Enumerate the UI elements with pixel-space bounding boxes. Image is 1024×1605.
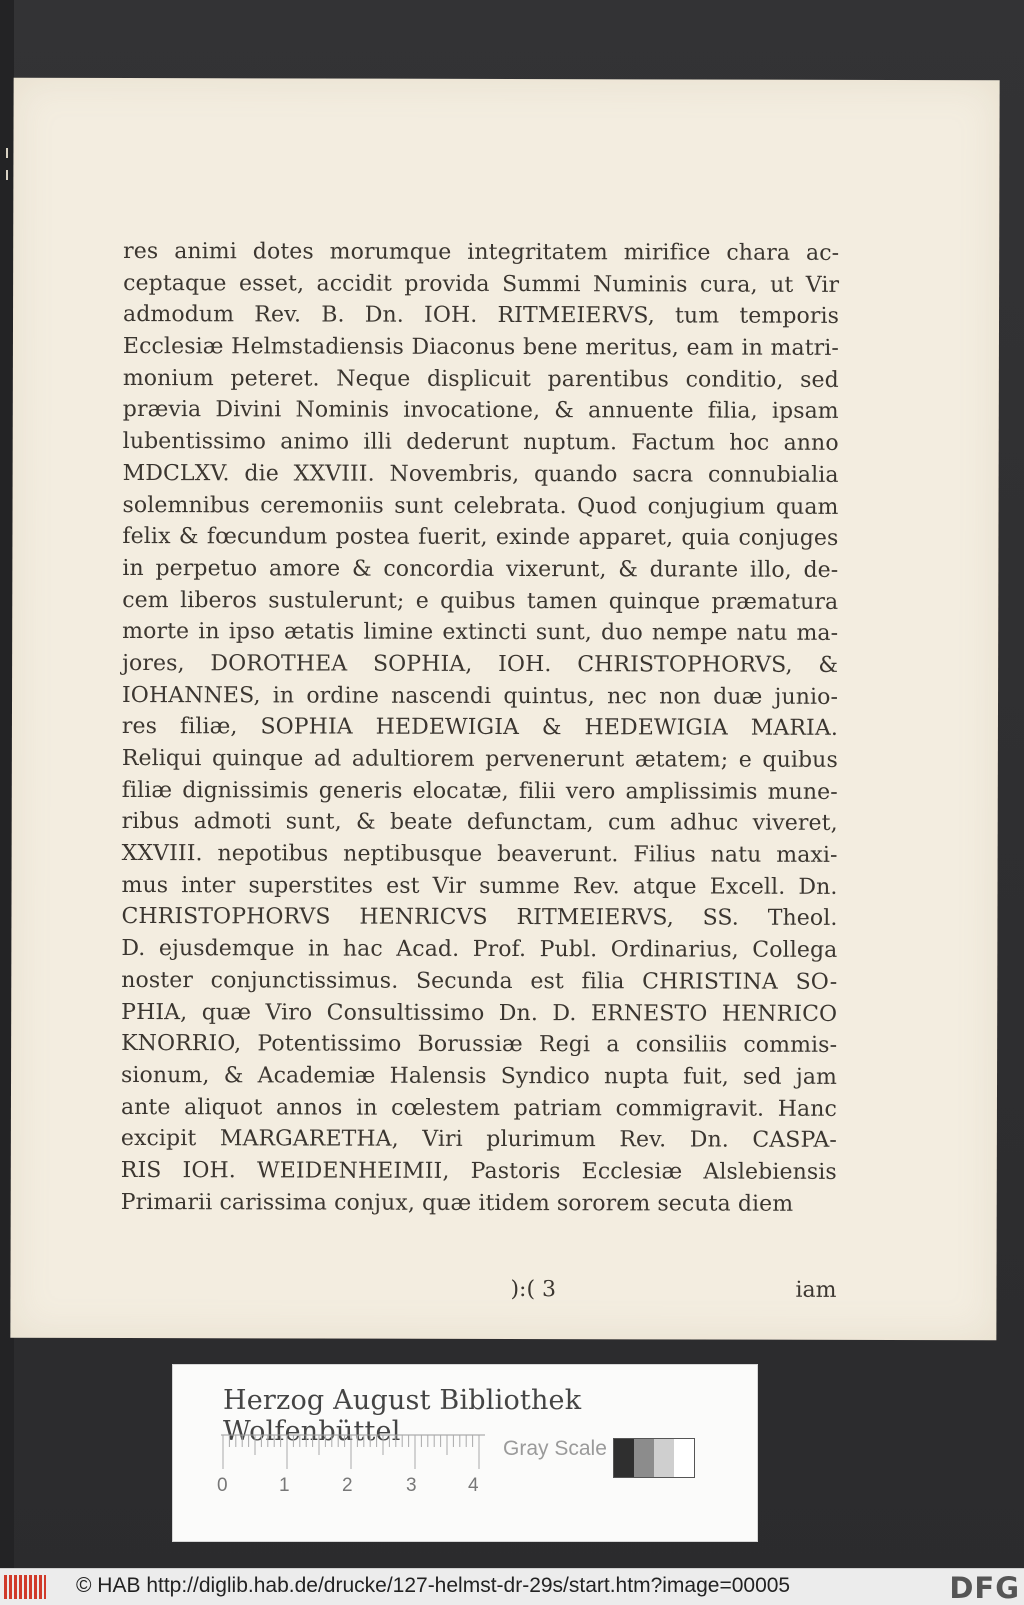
text-line: noster conjunctissimus. Secunda est filia CHRISTINA SO-	[121, 967, 838, 995]
gray-swatch	[674, 1439, 694, 1477]
text-line: ante aliquot annos in cœlestem patriam commigravit. Hanc	[120, 1094, 837, 1122]
gray-scale-swatches	[613, 1438, 695, 1478]
gray-swatch	[654, 1439, 674, 1477]
gray-swatch	[634, 1439, 654, 1477]
ruler-number: 3	[406, 1475, 417, 1496]
catchword: iam	[795, 1277, 837, 1303]
text-line: Reliqui quinque ad adultiorem pervenerunt ætatem; e quibus	[121, 745, 838, 773]
text-line: prævia Divini Nominis invocatione, & annuente filia, ipsam	[122, 397, 839, 425]
text-line: IOHANNES, in ordine nascendi quintus, nec non duæ junio-	[122, 682, 839, 710]
text-line: Ecclesiæ Helmstadiensis Diaconus bene meritus, eam in matri-	[122, 334, 839, 361]
dfg-logo: DFG	[949, 1571, 1020, 1605]
ruler-icon	[221, 1433, 485, 1473]
ruler-number: 2	[342, 1475, 353, 1496]
binding-mark	[6, 148, 8, 158]
viewer-footer	[0, 1568, 1024, 1605]
text-line: solemnibus ceremoniis sunt celebrata. Quod conjugium quam	[122, 492, 839, 520]
hab-logo-icon	[4, 1575, 46, 1599]
text-line: KNORRIO, Potentissimo Borussiæ Regi a consiliis commis-	[121, 1031, 838, 1059]
text-line: excipit MARGARETHA, Viri plurimum Rev. Dn. CASPA-	[120, 1126, 837, 1154]
text-line: D. ejusdemque in hac Acad. Prof. Publ. Ordinarius, Collega	[121, 936, 838, 963]
text-line: lubentissimo animo illi dederunt nuptum. Factum hoc anno	[122, 429, 839, 456]
text-line: admodum Rev. B. Dn. IOH. RITMEIERVS, tum temporis	[122, 302, 840, 330]
text-line: in perpetuo amore & concordia vixerunt, & durante illo, de-	[122, 555, 839, 583]
text-line: res animi dotes morumque integritatem mirifice chara ac-	[123, 238, 840, 266]
text-line: felix & fœcundum postea fuerit, exinde apparet, quia conjuges	[122, 524, 839, 552]
text-line: PHIA, quæ Viro Consultissimo Dn. D. ERNESTO HENRICO	[121, 999, 838, 1027]
book-page	[10, 78, 999, 1341]
text-line: XXVIII. nepotibus neptibusque beaverunt. Filius natu maxi-	[121, 841, 838, 868]
signature-mark: ):( 3	[510, 1277, 557, 1303]
text-line: jores, DOROTHEA SOPHIA, IOH. CHRISTOPHORVS, &	[122, 650, 839, 678]
gray-scale-label: Gray Scale	[503, 1437, 607, 1460]
text-line: morte in ipso ætatis limine extincti sunt, duo nempe natu ma-	[122, 619, 839, 647]
text-line: Primarii carissima conjux, quæ itidem sororem secuta diem	[120, 1189, 794, 1217]
text-line: monium peteret. Neque displicuit parentibus conditio, sed	[122, 365, 839, 393]
text-line: RIS IOH. WEIDENHEIMII, Pastoris Ecclesiæ Alslebiensis	[120, 1157, 837, 1185]
footer-url-text[interactable]: © HAB http://diglib.hab.de/drucke/127-helmst-dr-29s/start.htm?image=00005	[76, 1574, 791, 1597]
text-line: MDCLXV. die XXVIII. Novembris, quando sacra connubialia	[122, 460, 839, 488]
gray-swatch	[614, 1439, 634, 1477]
ruler-number: 0	[217, 1475, 228, 1496]
text-line: ceptaque esset, accidit provida Summi Numinis cura, ut Vir	[123, 270, 840, 298]
page-text-block	[121, 236, 840, 1220]
ruler-number: 1	[279, 1475, 290, 1496]
text-line: res filiæ, SOPHIA HEDEWIGIA & HEDEWIGIA MARIA.	[121, 714, 838, 742]
text-line: mus inter superstites est Vir summe Rev. atque Excell. Dn.	[121, 872, 838, 900]
library-color-card	[172, 1364, 758, 1542]
text-line: ribus admoti sunt, & beate defunctam, cum adhuc viveret,	[121, 809, 838, 837]
page-footer-line	[120, 1276, 836, 1310]
text-line: cem liberos sustulerunt; e quibus tamen quinque præmatura	[122, 587, 839, 615]
text-line: sionum, & Academiæ Halensis Syndico nupta fuit, sed jam	[121, 1062, 838, 1090]
text-line: CHRISTOPHORVS HENRICVS RITMEIERVS, SS. Theol.	[121, 904, 838, 932]
ruler-number: 4	[468, 1475, 479, 1496]
text-line: filiæ dignissimis generis elocatæ, filii vero amplissimis mune-	[121, 777, 838, 805]
library-name: Herzog August Bibliothek Wolfenbüttel	[223, 1385, 582, 1447]
binding-mark	[6, 170, 8, 180]
